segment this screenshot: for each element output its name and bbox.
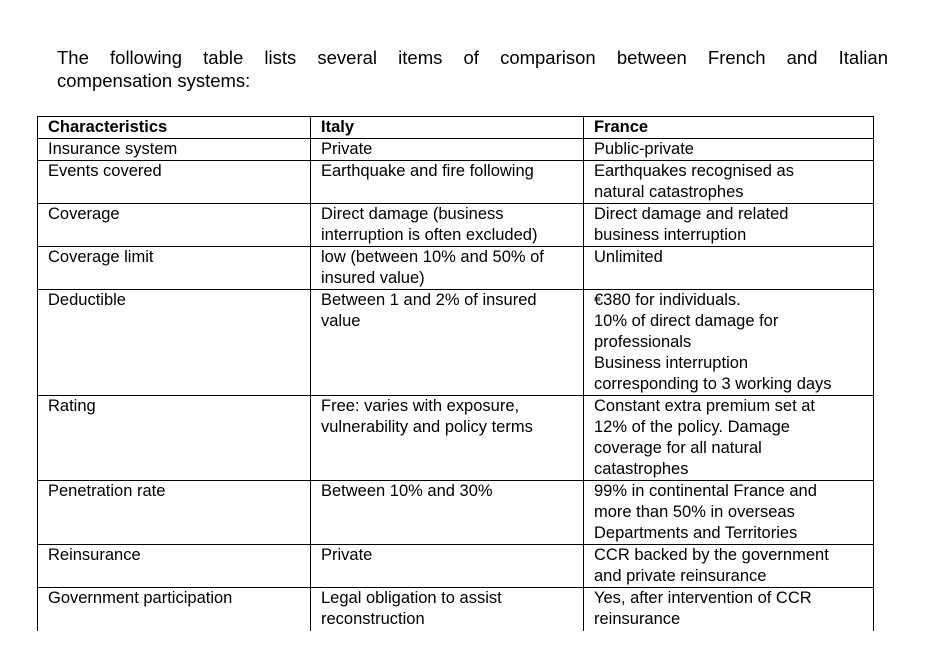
intro-line-1: The following table lists several items of comparison between French and Italian — [57, 47, 888, 68]
cell-text-line: Deductible — [48, 291, 126, 309]
cell-text-line: business interruption — [594, 226, 747, 244]
italy-cell — [311, 396, 584, 481]
cell-text-line: interruption is often excluded) — [321, 226, 538, 244]
cell-text-line: Private — [321, 546, 373, 564]
italy-cell — [311, 290, 584, 396]
france-cell — [584, 588, 874, 632]
characteristic-cell — [38, 204, 311, 247]
cell-text-line: coverage for all natural — [594, 439, 762, 457]
table-row — [38, 545, 874, 588]
cell-text-line: Yes, after intervention of CCR — [594, 589, 812, 607]
cell-text-line: vulnerability and policy terms — [321, 418, 533, 436]
header-characteristics: Characteristics — [38, 117, 311, 139]
cell-text-line: Departments and Territories — [594, 524, 798, 542]
france-cell — [584, 247, 874, 290]
cell-text-line: Government participation — [48, 589, 233, 607]
france-cell — [584, 161, 874, 204]
intro-paragraph — [57, 46, 888, 92]
italy-cell — [311, 545, 584, 588]
cell-text-line: Free: varies with exposure, — [321, 397, 520, 415]
cell-text-line: 99% in continental France and — [594, 482, 817, 500]
cell-text-line: 12% of the policy. Damage — [594, 418, 790, 436]
cell-text-line: Public-private — [594, 140, 694, 158]
table-row — [38, 396, 874, 481]
header-italy: Italy — [311, 117, 584, 139]
characteristic-cell — [38, 161, 311, 204]
cell-text-line: low (between 10% and 50% of — [321, 248, 544, 266]
cell-text-line: Constant extra premium set at — [594, 397, 816, 415]
italy-cell — [311, 204, 584, 247]
cell-text-line: Direct damage (business — [321, 205, 504, 223]
characteristic-cell — [38, 545, 311, 588]
table-row — [38, 247, 874, 290]
characteristic-cell — [38, 588, 311, 632]
cell-text-line: Events covered — [48, 162, 162, 180]
cell-text-line: Earthquakes recognised as — [594, 162, 794, 180]
cell-text-line: Coverage — [48, 205, 120, 223]
cell-text-line: Earthquake and fire following — [321, 162, 534, 180]
italy-cell — [311, 588, 584, 632]
characteristic-cell — [38, 139, 311, 161]
italy-cell — [311, 161, 584, 204]
italy-cell — [311, 139, 584, 161]
cell-text-line: value — [321, 312, 361, 330]
header-france: France — [584, 117, 874, 139]
comparison-table — [37, 116, 874, 631]
table-row — [38, 161, 874, 204]
cell-text-line: more than 50% in overseas — [594, 503, 795, 521]
table-row — [38, 481, 874, 545]
italy-cell — [311, 247, 584, 290]
cell-text-line: Reinsurance — [48, 546, 141, 564]
characteristic-cell — [38, 290, 311, 396]
cell-text-line: Between 10% and 30% — [321, 482, 493, 500]
cell-text-line: Coverage limit — [48, 248, 154, 266]
france-cell — [584, 481, 874, 545]
table-row — [38, 204, 874, 247]
cell-text-line: Private — [321, 140, 373, 158]
france-cell — [584, 204, 874, 247]
cell-text-line: 10% of direct damage for — [594, 312, 779, 330]
table-row — [38, 139, 874, 161]
france-cell — [584, 139, 874, 161]
cell-text-line: catastrophes — [594, 460, 689, 478]
cell-text-line: Direct damage and related — [594, 205, 789, 223]
cell-text-line: Insurance system — [48, 140, 178, 158]
cell-text-line: CCR backed by the government — [594, 546, 829, 564]
cell-text-line: Legal obligation to assist — [321, 589, 502, 607]
france-cell — [584, 396, 874, 481]
cell-text-line: professionals — [594, 333, 692, 351]
table-row — [38, 290, 874, 396]
italy-cell — [311, 481, 584, 545]
table-body — [38, 139, 874, 632]
cell-text-line: reconstruction — [321, 610, 425, 628]
cell-text-line: Rating — [48, 397, 96, 415]
cell-text-line: Business interruption — [594, 354, 749, 372]
cell-text-line: Penetration rate — [48, 482, 166, 500]
cell-text-line: natural catastrophes — [594, 183, 744, 201]
france-cell — [584, 545, 874, 588]
table-row — [38, 588, 874, 632]
cell-text-line: Unlimited — [594, 248, 663, 266]
characteristic-cell — [38, 396, 311, 481]
france-cell — [584, 290, 874, 396]
cell-text-line: reinsurance — [594, 610, 681, 628]
cell-text-line: €380 for individuals. — [594, 291, 741, 309]
cell-text-line: Between 1 and 2% of insured — [321, 291, 537, 309]
intro-line-2: compensation systems: — [57, 70, 251, 91]
characteristic-cell — [38, 481, 311, 545]
table-header-row — [38, 117, 874, 139]
cell-text-line: insured value) — [321, 269, 425, 287]
cell-text-line: and private reinsurance — [594, 567, 767, 585]
cell-text-line: corresponding to 3 working days — [594, 375, 832, 393]
characteristic-cell — [38, 247, 311, 290]
